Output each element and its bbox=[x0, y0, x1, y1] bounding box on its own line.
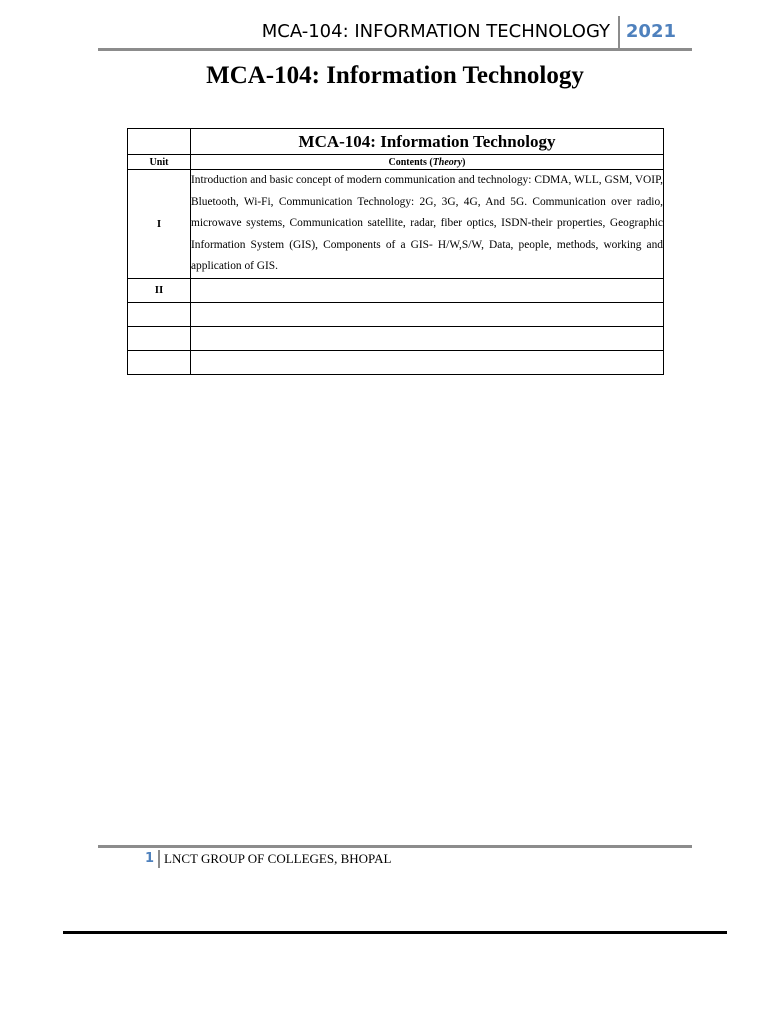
unit-cell bbox=[128, 350, 191, 374]
table-row bbox=[128, 170, 664, 279]
unit-cell bbox=[128, 302, 191, 326]
footer-separator bbox=[158, 850, 160, 868]
column-header-unit: Unit bbox=[128, 155, 191, 170]
unit-cell: II bbox=[128, 278, 191, 302]
table-title-blank-cell bbox=[128, 129, 191, 155]
table-row bbox=[128, 326, 664, 350]
content-cell bbox=[191, 302, 664, 326]
page-header bbox=[98, 14, 692, 51]
header-title: MCA-104: INFORMATION TECHNOLOGY bbox=[261, 21, 610, 42]
table-header-row bbox=[128, 155, 664, 170]
content-cell: Introduction and basic concept of modern communication and technology: CDMA, WLL, GSM, VOIP, Bluetooth, Wi-Fi, Communication Technology: 2G, 3G, 4G, And 5G. Communication over radio, microwave systems, Communication satellite, radar, fiber optics, ISDN-their properties, Geographic Information System (GIS), Components of a GIS- H/W,S/W, Data, people, methods, working and application of GIS. bbox=[191, 170, 664, 279]
column-header-contents-text: Contents ( bbox=[388, 156, 433, 168]
unit-cell bbox=[128, 326, 191, 350]
table-row bbox=[128, 278, 664, 302]
footer-text: LNCT GROUP OF COLLEGES, BHOPAL bbox=[164, 851, 392, 866]
page-footer bbox=[98, 845, 692, 872]
document-title: MCA-104: Information Technology bbox=[206, 62, 584, 89]
table-title: MCA-104: Information Technology bbox=[191, 129, 664, 155]
table-title-row bbox=[128, 129, 664, 155]
content-cell bbox=[191, 326, 664, 350]
header-separator bbox=[618, 16, 620, 48]
bottom-rule bbox=[63, 931, 727, 934]
column-header-contents bbox=[191, 155, 664, 170]
table-row bbox=[128, 302, 664, 326]
column-header-contents-end: ) bbox=[462, 156, 466, 168]
unit-cell: I bbox=[128, 170, 191, 279]
page-number: 1 bbox=[145, 851, 155, 866]
header-year: 2021 bbox=[625, 21, 676, 42]
content-cell bbox=[191, 278, 664, 302]
content-cell bbox=[191, 350, 664, 374]
column-header-contents-italic: Theory bbox=[432, 156, 463, 168]
table-row bbox=[128, 350, 664, 374]
syllabus-table bbox=[127, 128, 664, 375]
